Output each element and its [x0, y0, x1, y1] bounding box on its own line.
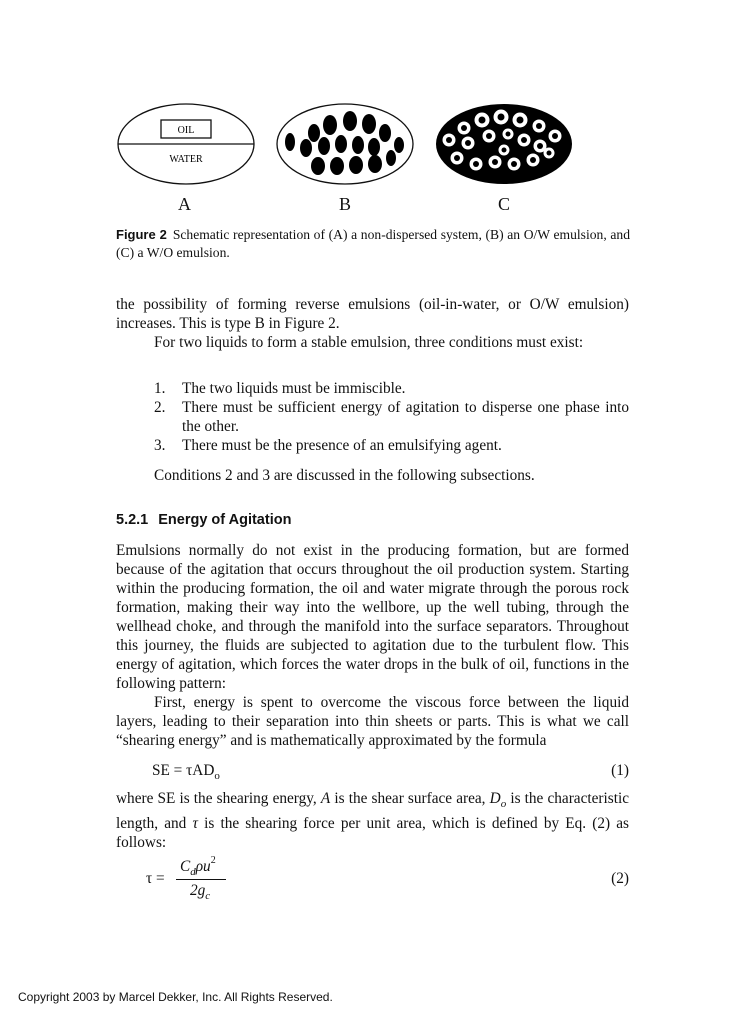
- definitions-text-4: is the shearing force per unit area, which is defined by Eq. (2) as follows:: [116, 815, 630, 852]
- variable-d-subscript: o: [500, 798, 507, 811]
- list-item: [116, 379, 629, 398]
- list-item-number: 1.: [154, 380, 166, 397]
- figure-caption: [116, 226, 630, 262]
- equation-2-numerator: [180, 857, 216, 878]
- equation-2-cd-subscript: d: [190, 866, 196, 879]
- equation-2-cd: C: [180, 858, 191, 876]
- equation-2-lhs: τ =: [146, 870, 165, 887]
- panel-label-a: A: [178, 194, 191, 214]
- list-item: [116, 398, 629, 436]
- equation-2: [146, 855, 266, 905]
- oil-label: OIL: [177, 125, 195, 136]
- paragraph-reverse-emulsions: the possibility of forming reverse emulsions (oil-in-water, or O/W emulsion) increases. This is type B in Figure 2.: [116, 296, 629, 332]
- list-item-number: 3.: [154, 437, 166, 454]
- figure-caption-text: Schematic representation of (A) a non-dispersed system, (B) an O/W emulsion, and (C) a W/O emulsion.: [116, 227, 631, 260]
- equation-2-number: (2): [611, 870, 629, 887]
- water-label: WATER: [169, 154, 203, 165]
- variable-tau: τ: [192, 815, 198, 833]
- variable-a: A: [320, 790, 331, 807]
- equation-1-number: (1): [611, 762, 629, 779]
- list-item-number: 2.: [154, 399, 166, 416]
- equation-2-2g: 2g: [190, 882, 206, 899]
- paragraph-agitation: Emulsions normally do not exist in the producing formation, but are formed because of the agitation that occurs throughout the oil production system. Starting within the producing formation, the oil and water migrate through the porous rock formation, making their way into the wellbore, up the well tubing, through the wellhead choke, and through the manifold into the surface separators. Throughout this journey, the fluids are subjected to agitation due to the turbulent flow. This energy of agitation, which forces the water drops in the bulk of oil, functions in the following pattern:: [116, 542, 629, 692]
- figure-panel-a: [118, 104, 254, 184]
- equation-2-gc-subscript: c: [205, 890, 211, 903]
- section-heading: [116, 512, 291, 528]
- figure-caption-label: Figure 2: [116, 227, 167, 242]
- fraction-bar: [176, 879, 226, 880]
- panel-label-b: B: [339, 194, 352, 214]
- variable-d: D: [489, 790, 501, 807]
- copyright-footer: Copyright 2003 by Marcel Dekker, Inc. All Rights Reserved.: [18, 990, 333, 1004]
- panel-label-c: C: [498, 194, 511, 214]
- list-item-text: There must be the presence of an emulsifying agent.: [182, 437, 502, 454]
- figure-panel-c: [436, 104, 572, 184]
- equation-2-rho-u: ρu: [195, 858, 211, 876]
- list-item-text: There must be sufficient energy of agitation to disperse one phase into the other.: [182, 399, 629, 435]
- section-title: Energy of Agitation: [158, 512, 292, 528]
- section-number: 5.2.1: [116, 512, 149, 528]
- equation-2-exponent: 2: [210, 855, 216, 866]
- paragraph-definitions: [116, 789, 629, 852]
- paragraph-shearing-energy: First, energy is spent to overcome the viscous force between the liquid layers, leading to their separation into thin sheets or parts. This is what we call “shearing energy” and is mathematically approximated by the formula: [116, 694, 629, 749]
- equation-1: [152, 762, 220, 782]
- conditions-list: [116, 379, 629, 455]
- paragraph-conditions-intro: For two liquids to form a stable emulsion, three conditions must exist:: [154, 334, 584, 351]
- equation-1-lhs: SE = τAD: [152, 762, 215, 779]
- equation-1-subscript: o: [214, 770, 220, 783]
- list-item: [116, 436, 629, 455]
- conditions-note: Conditions 2 and 3 are discussed in the following subsections.: [154, 467, 535, 484]
- definitions-text-1: where SE is the shearing energy,: [116, 790, 321, 807]
- equation-2-denominator: [190, 882, 210, 902]
- definitions-text-3: is the characteristic length, and: [116, 790, 629, 833]
- figure-panel-b: [277, 104, 413, 184]
- definitions-text-2: is the shear surface area,: [330, 790, 490, 807]
- list-item-text: The two liquids must be immiscible.: [182, 380, 406, 397]
